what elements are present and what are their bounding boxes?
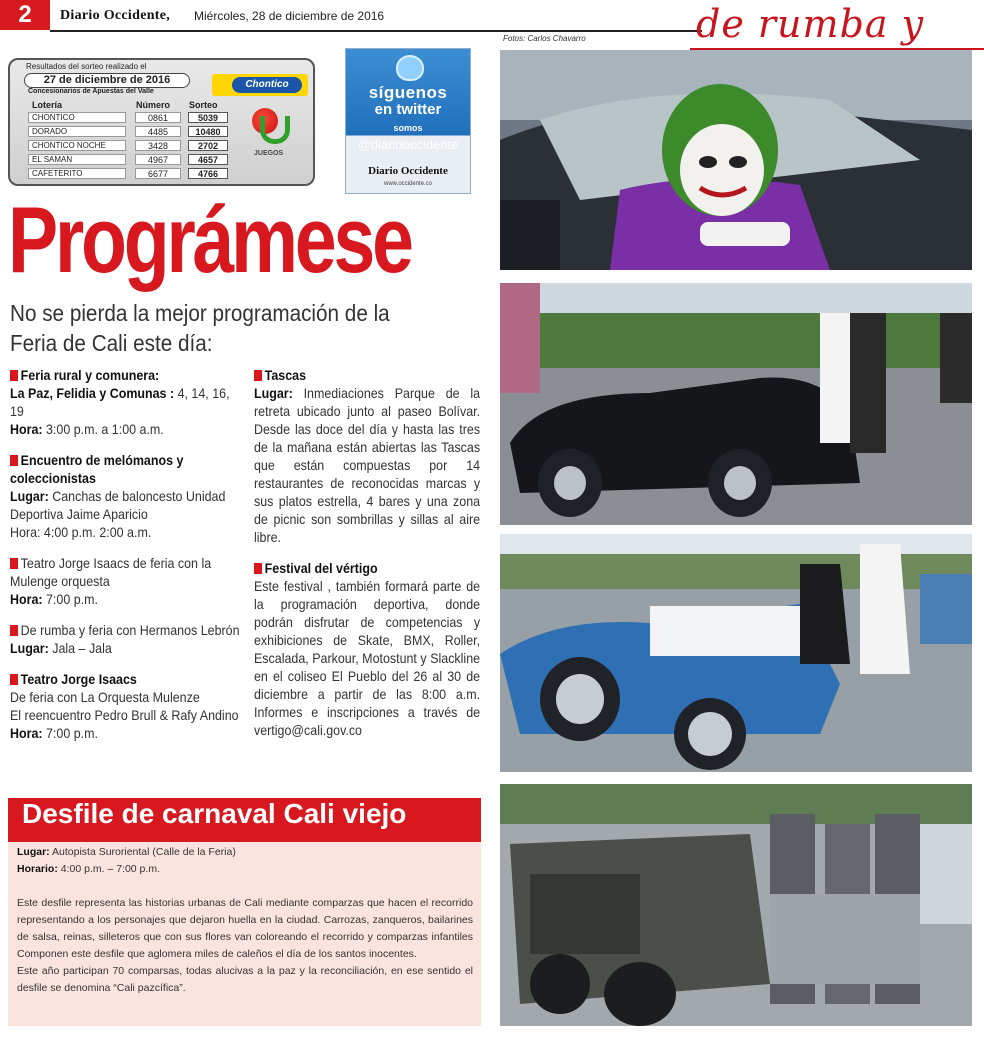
event-text: Jala – Jala	[48, 640, 112, 656]
lottery-draw: 4657	[188, 154, 228, 165]
bullet-square-icon	[254, 370, 262, 381]
event-title: Tascas	[264, 367, 307, 383]
photo-credit: Fotos: Carlos Chavarro	[503, 34, 586, 43]
lottery-col-header: Sorteo	[189, 100, 218, 110]
photo-military-jeep	[500, 784, 972, 1026]
lottery-row	[28, 112, 233, 124]
event-label: Lugar:	[254, 385, 293, 401]
desfile-title: Desfile de carnaval Cali viejo	[22, 798, 407, 829]
twitter-ad-logo: Diario Occidente	[368, 165, 448, 177]
bullet-square-icon	[10, 370, 18, 381]
lottery-number: 4485	[135, 126, 181, 137]
event-title: Teatro Jorge Isaacs	[20, 671, 137, 687]
lottery-col-header: Número	[136, 100, 171, 110]
juegos-check-icon	[260, 116, 290, 144]
desfile-place-label: Lugar:	[17, 846, 50, 858]
chontico-logo-text: Chontico	[232, 77, 302, 93]
lottery-name: CAFETERITO	[28, 168, 126, 179]
newspaper-name: Diario Occidente,	[60, 8, 171, 23]
twitter-bird-icon	[396, 55, 424, 81]
lottery-draw: 5039	[188, 112, 228, 123]
event-text: 7:00 p.m.	[42, 725, 98, 741]
lottery-number: 4967	[135, 154, 181, 165]
events-left-column	[10, 366, 260, 755]
event-label: Lugar:	[10, 488, 49, 504]
lottery-name: EL SAMAN	[28, 154, 126, 165]
event-label: Lugar:	[10, 640, 49, 656]
lottery-number: 6677	[135, 168, 181, 179]
photo-military-jeep-image	[500, 784, 972, 1026]
photo-blue-classic-car	[500, 534, 972, 772]
twitter-ad-url: www.occidente.co	[383, 181, 433, 187]
issue-date: Miércoles, 28 de diciembre de 2016	[194, 9, 385, 23]
juegos-logo	[246, 104, 294, 166]
lottery-number: 0861	[135, 112, 181, 123]
twitter-ad	[345, 48, 471, 194]
event-item	[10, 621, 241, 657]
bullet-square-icon	[10, 625, 18, 636]
event-title: De rumba y feria con Hermanos Lebrón	[20, 622, 240, 638]
bullet-square-icon	[10, 455, 18, 466]
chontico-logo	[212, 74, 308, 96]
lottery-subtitle: Concesionarios de Apuestas del Valle	[28, 88, 154, 95]
event-item	[10, 366, 241, 438]
bullet-square-icon	[10, 674, 18, 685]
event-text: 4, 14, 16, 19	[10, 385, 230, 419]
photo-joker-car-image	[500, 50, 972, 270]
event-title: Encuentro de melómanos y coleccionistas	[10, 452, 184, 486]
event-text: Canchas de baloncesto Unidad Deportiva Jaime Aparicio	[10, 488, 226, 522]
event-item	[254, 366, 480, 546]
event-title: Festival del vértigo	[264, 560, 378, 576]
photo-joker-car	[500, 50, 972, 270]
event-item	[254, 559, 480, 739]
bullet-square-icon	[10, 558, 18, 569]
lottery-draw: 2702	[188, 140, 228, 151]
twitter-ad-line2: en twitter	[374, 101, 442, 118]
page-number: 2	[0, 0, 50, 30]
lottery-row	[28, 168, 233, 180]
event-label: Hora:	[10, 591, 43, 607]
lottery-row	[28, 140, 233, 152]
twitter-handle: @diariooccidente	[357, 137, 459, 152]
lottery-name: CHONTICO NOCHE	[28, 140, 126, 151]
event-item	[10, 451, 241, 541]
event-item	[10, 554, 241, 608]
lottery-draw: 4766	[188, 168, 228, 179]
headline: Prográmese	[8, 187, 411, 292]
event-text: Este festival , también formará parte de la programación deportiva, donde podrán disfrutar de competencias y exhibiciones de Skate, BMX, Roller, Escalada, Parkour, Motostunt y Slackline en el coliseo El Pueblo del 26 al 30 de diciembre a partir de las 8:00 a.m. Informes e inscripciones a través de vertigo@cali.gov.co	[254, 578, 481, 738]
event-item	[10, 670, 241, 742]
lottery-name: CHONTICO	[28, 112, 126, 123]
desfile-paragraph: Este año participan 70 comparsas, todas alucivas a la paz y la reconciliación, en ese sentido el desfile se denomina “Cali pazcífica”.	[17, 965, 473, 994]
event-title: Feria rural y comunera:	[20, 367, 160, 383]
event-text: De feria con La Orquesta Mulenze	[10, 689, 200, 705]
desfile-time: 4:00 p.m. – 7:00 p.m.	[57, 863, 160, 875]
desfile-place: Autopista Suroriental (Calle de la Feria)	[49, 846, 236, 858]
lottery-draw: 10480	[188, 126, 228, 137]
lottery-number: 3428	[135, 140, 181, 151]
lottery-col-header: Lotería	[32, 100, 63, 110]
event-label: Hora:	[10, 421, 43, 437]
twitter-ad-line3: somos	[393, 123, 423, 133]
events-right-column	[254, 366, 506, 752]
desfile-paragraph: Este desfile representa las historias urbanas de Cali mediante comparzas que hacen el recorrido representando a los personajes que dejaron huella en la ciudad. Carrozas, zanqueros, bailarines de salsa, reinas, silleteros que con sus flores van coloreando el recorrido y comparzas infantiles Componen este desfile que aglomera miles de caleños el día de los santos inocentes.	[17, 897, 473, 960]
header-rule	[50, 30, 702, 32]
desfile-time-label: Horario:	[17, 863, 58, 875]
event-text: 7:00 p.m.	[42, 591, 98, 607]
event-title: Teatro Jorge Isaacs de feria con la Mulenge orquesta	[10, 555, 212, 589]
event-text: Hora: 4:00 p.m. 2:00 a.m.	[10, 524, 152, 540]
lottery-row	[28, 154, 233, 166]
event-label: La Paz, Felidia y Comunas :	[10, 385, 175, 401]
desfile-body	[17, 844, 473, 997]
lottery-date: 27 de diciembre de 2016	[24, 73, 190, 88]
juegos-label: JUEGOS	[254, 150, 284, 157]
event-label: Hora:	[10, 725, 43, 741]
lottery-caption: Resultados del sorteo realizado el	[26, 62, 147, 71]
event-text: 3:00 p.m. a 1:00 a.m.	[42, 421, 164, 437]
photo-black-convertible-image	[500, 283, 972, 525]
section-title: de rumba y	[696, 2, 925, 46]
photo-black-convertible	[500, 283, 972, 525]
event-text: El reencuentro Pedro Brull & Rafy Andino	[10, 707, 239, 723]
bullet-square-icon	[254, 563, 262, 574]
photo-blue-classic-car-image	[500, 534, 972, 772]
twitter-ad-line1: síguenos	[368, 83, 448, 102]
lottery-row	[28, 126, 233, 138]
lead-paragraph: No se pierda la mejor programación de la Feria de Cali este día:	[10, 300, 390, 356]
lottery-name: DORADO	[28, 126, 126, 137]
event-text: Inmediaciones Parque de la retreta ubicado junto al paseo Bolívar. Desde las doce del día y hasta las tres de la mañana están abiertas las Tascas que están compuestas por 14 restaurantes de reconocidas marcas y sus platos estrella, 4 bares y una zona de picnic son sombrillas y sillas al aire libre.	[254, 385, 481, 545]
